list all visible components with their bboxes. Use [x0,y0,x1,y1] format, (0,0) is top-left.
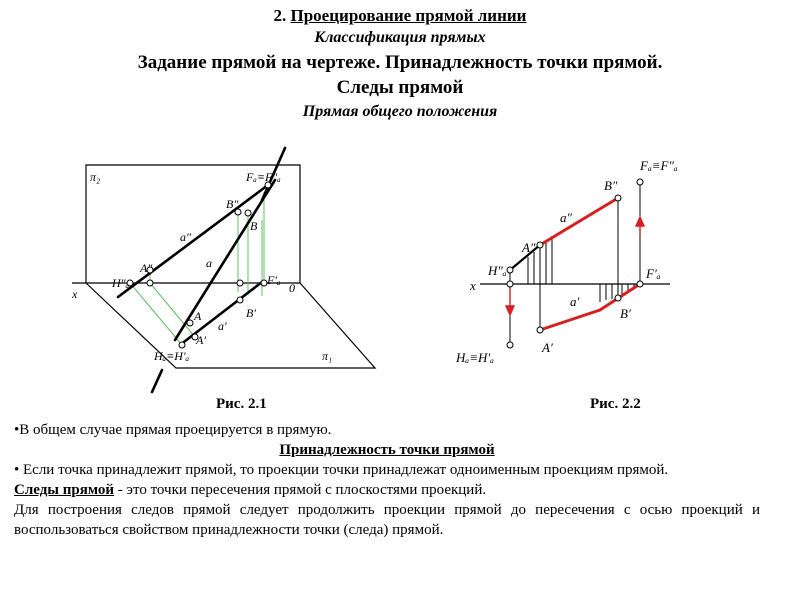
label-HaH-fig1: Hₐ≡H′ₐ [154,349,190,363]
label-B1-fig2: B′ [620,306,631,321]
label-Fa-fig1: Fₐ≡F″ₐ [246,170,281,184]
label-B-fig1: B [250,219,258,233]
subtitle-traces: Следы прямой [336,77,464,98]
label-A2-fig1: A″ [140,261,153,275]
subtitle-general-line: Прямая общего положения [302,103,498,120]
label-a2-fig2: a″ [560,210,572,225]
section-title: 2. Проецирование прямой линии [273,6,527,25]
label-pi1: π₁ [322,349,333,363]
body-text [14,420,760,540]
label-Fa1-fig2: F′ₐ [646,266,661,281]
label-pi2: π₂ [90,170,101,184]
subtitle-definition: Задание прямой на чертеже. Принадлежность точки прямой. [137,52,663,73]
label-Fa1-fig1: F′ₐ [267,273,281,287]
figure-2-2 [455,158,678,365]
trace-line-bottom [152,370,162,392]
term-traces: Следы прямой [14,482,115,498]
line-a-space [175,180,275,340]
label-zero: 0 [289,281,295,295]
label-B1-fig1: B′ [246,306,256,320]
traces-definition: - это точки пересечения прямой с плоскостями проекций. [114,482,487,498]
label-B2-fig1: B″ [226,197,239,211]
label-a1-fig1: a′ [218,319,227,333]
label-B2-fig2: B″ [604,178,618,193]
label-x-fig2: x [470,278,476,293]
paragraph-construction: Для построения следов прямой следует продолжить проекции прямой до пересечения с осью проекций и воспользоваться свойством принадлежности точки (следа) прямой. [14,502,760,538]
label-HaH-fig2: Hₐ≡H′ₐ [456,350,494,365]
label-A-fig1: A [194,309,202,323]
paragraph-belonging: • Если точка принадлежит прямой, то проекции точки принадлежат одноименным проекциям прямой. [14,462,669,478]
label-A1-fig1: A′ [196,333,206,347]
red-projection-a1 [540,310,600,330]
label-A1-fig2: A′ [542,340,553,355]
heading-belonging: Принадлежность точки прямой [279,442,495,458]
paragraph-traces [14,480,760,500]
caption-fig-2-2: Рис. 2.2 [590,396,641,412]
label-A2-fig2: A″ [522,240,536,255]
caption-fig-2-1: Рис. 2.1 [216,396,267,412]
subtitle-classification: Классификация прямых [314,29,486,46]
label-a2-fig1: a″ [180,230,191,244]
label-a-fig1: a [206,256,212,270]
label-a1-fig2: a′ [570,294,580,309]
red-projection-a2 [540,198,618,245]
frontal-projection-a2 [118,185,268,297]
label-Ha2-fig2: H″ₐ [488,263,507,278]
label-x-fig1: x [72,287,78,301]
paragraph-general: •В общем случае прямая проецируется в прямую. [14,422,332,438]
label-Fa-fig2: Fₐ≡F″ₐ [640,158,678,173]
label-Ha2-fig1: H″ₐ [112,276,130,290]
